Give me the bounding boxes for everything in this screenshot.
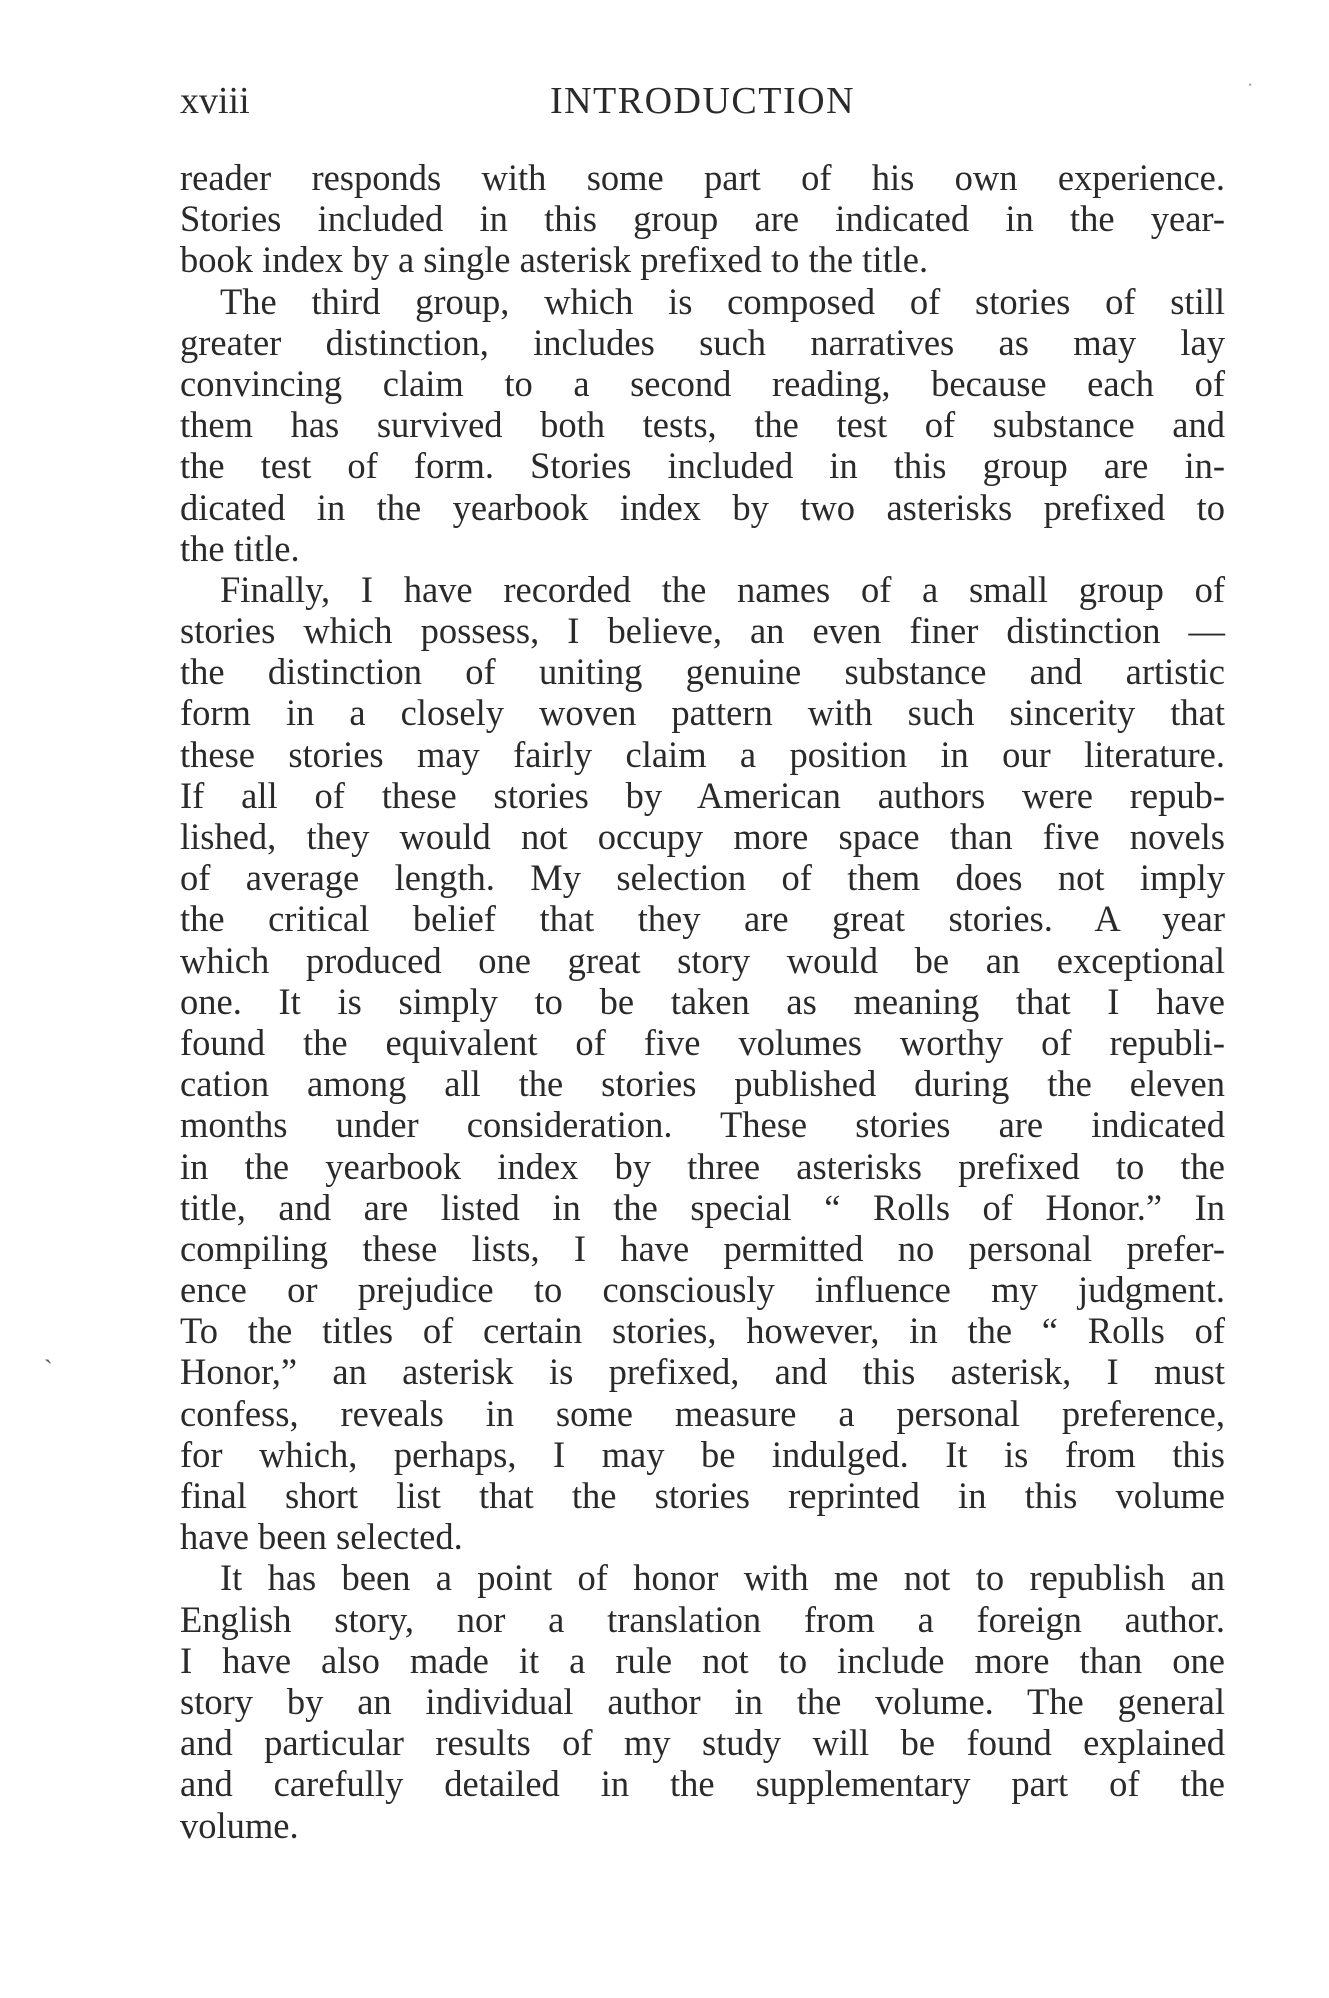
body-text (180, 157, 1225, 1846)
text-line: cation among all the stories published during the eleven (180, 1063, 1225, 1105)
text-line: ence or prejudice to consciously influence my judgment. (180, 1269, 1225, 1311)
text-line: To the titles of certain stories, however, in the “ Rolls of (180, 1310, 1225, 1352)
text-line: The third group, which is composed of stories of still (220, 280, 1225, 322)
text-line: title, and are listed in the special “ Rolls of Honor.” In (180, 1186, 1225, 1228)
text-line: one. It is simply to be taken as meaning that I have (180, 980, 1225, 1022)
paragraph-4 (180, 1557, 1225, 1845)
text-line: have been selected. (180, 1516, 463, 1558)
page-number: xviii (180, 80, 250, 122)
text-line: the critical belief that they are great stories. A year (180, 898, 1225, 940)
text-line: months under consideration. These stories are indicated (180, 1104, 1225, 1146)
paragraph-1 (180, 157, 1225, 281)
text-line: them has survived both tests, the test of substance and (180, 404, 1225, 446)
text-line: and carefully detailed in the supplementary part of the (180, 1763, 1225, 1805)
text-line: volume. (180, 1804, 299, 1846)
text-line: found the equivalent of five volumes worthy of republi- (180, 1021, 1225, 1063)
paragraph-3 (180, 569, 1225, 1558)
text-line: the title. (180, 527, 300, 569)
text-line: the distinction of uniting genuine substance and artistic (180, 651, 1225, 693)
text-line: and particular results of my study will be found explained (180, 1722, 1225, 1764)
text-line: reader responds with some part of his own experience. (180, 157, 1225, 198)
text-line: story by an individual author in the volume. The general (180, 1680, 1225, 1722)
running-title: INTRODUCTION (549, 80, 856, 122)
text-line: It has been a point of honor with me not to republish an (220, 1557, 1225, 1599)
text-line: final short list that the stories reprinted in this volume (180, 1475, 1225, 1516)
text-line: these stories may fairly claim a position in our literature. (180, 733, 1225, 775)
text-line: for which, perhaps, I may be indulged. It is from this (180, 1433, 1225, 1475)
text-line: book index by a single asterisk prefixed to the title. (180, 239, 929, 281)
text-line: Stories included in this group are indicated in the year- (180, 198, 1225, 240)
text-line: confess, reveals in some measure a personal preference, (180, 1392, 1225, 1434)
paragraph-2 (180, 281, 1225, 569)
edge-mark: ˑ (1247, 74, 1254, 99)
text-line: Honor,” an asterisk is prefixed, and this asterisk, I must (180, 1351, 1225, 1393)
text-line: stories which possess, I believe, an even finer distinction — (180, 610, 1225, 652)
text-line: lished, they would not occupy more space than five novels (180, 816, 1225, 857)
text-line: I have also made it a rule not to include more than one (180, 1639, 1225, 1681)
text-line: compiling these lists, I have permitted no personal prefer- (180, 1227, 1225, 1269)
text-line: dicated in the yearbook index by two asterisks prefixed to (180, 486, 1225, 528)
text-line: the test of form. Stories included in this group are in- (180, 445, 1225, 487)
text-line: greater distinction, includes such narratives as may lay (180, 321, 1225, 363)
margin-mark: ˎ (44, 1335, 53, 1364)
text-line: convincing claim to a second reading, because each of (180, 362, 1225, 404)
text-line: in the yearbook index by three asterisks prefixed to the (180, 1145, 1225, 1187)
text-line: which produced one great story would be an exceptional (180, 939, 1225, 981)
page-header (180, 76, 1225, 126)
text-line: Finally, I have recorded the names of a small group of (220, 568, 1225, 610)
text-line: English story, nor a translation from a foreign author. (180, 1598, 1225, 1640)
text-line: of average length. My selection of them does not imply (180, 857, 1225, 899)
text-line: If all of these stories by American authors were repub- (180, 774, 1225, 816)
text-line: form in a closely woven pattern with such sincerity that (180, 692, 1225, 734)
